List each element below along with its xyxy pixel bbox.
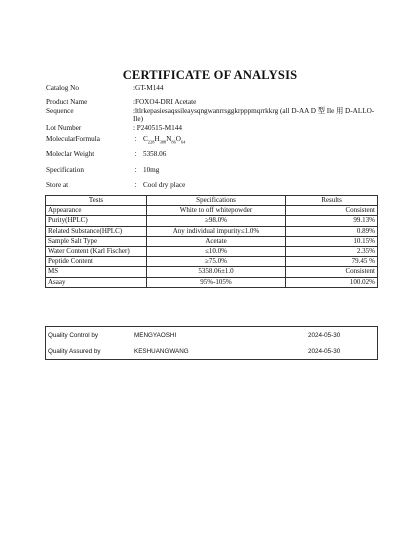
formula-o-count: 64: [180, 139, 186, 145]
molecular-formula-label: MolecularFormula: [46, 135, 100, 143]
formula-c: C: [143, 135, 148, 143]
test-cell: Appearance: [46, 206, 147, 216]
formula-prefix: ：: [134, 135, 142, 143]
store-at-label: Store at: [46, 181, 69, 189]
result-cell: 79.45 %: [286, 257, 378, 267]
result-cell: 10.15%: [286, 236, 378, 246]
table-header-row: [46, 196, 378, 206]
lot-number-label: Lot Number: [46, 124, 82, 132]
spec-cell: Any individual impurity≤1.0%: [147, 226, 286, 236]
signoff-row: [46, 327, 378, 344]
table-row: [46, 277, 378, 287]
table-row: [46, 236, 378, 246]
spec-cell: 5358.06±1.0: [147, 267, 286, 277]
signoff-row: [46, 343, 378, 360]
catalog-no-label: Catalog No: [46, 84, 79, 92]
test-cell: MS: [46, 267, 147, 277]
result-cell: 100.02%: [286, 277, 378, 287]
header-results: Results: [286, 196, 378, 206]
formula-o: O: [175, 135, 181, 143]
table-row: [46, 206, 378, 216]
spec-cell: White to off whitepowder: [147, 206, 286, 216]
table-row: [46, 216, 378, 226]
spec-cell: 95%-105%: [147, 277, 286, 287]
test-cell: Water Content (Karl Fischer): [46, 246, 147, 256]
document-title: CERTIFICATE OF ANALYSIS: [122, 68, 298, 82]
molecular-weight-value: ： 5358.06: [134, 150, 167, 158]
test-cell: Purity(HPLC): [46, 216, 147, 226]
signoff-table: [45, 326, 378, 360]
molecular-weight-label: Moleclar Weight: [46, 150, 95, 158]
spec-cell: Acetate: [147, 236, 286, 246]
result-cell: Consistent: [286, 206, 378, 216]
table-row: [46, 226, 378, 236]
formula-n: N: [166, 135, 172, 143]
spec-cell: ≤10.0%: [147, 246, 286, 256]
header-tests: Tests: [46, 196, 147, 206]
sequence-label: Sequence: [46, 107, 74, 115]
catalog-no-value: :GT-M144: [133, 84, 164, 92]
test-cell: Peptide Content: [46, 257, 147, 267]
table-row: [46, 257, 378, 267]
test-cell: Asaay: [46, 277, 147, 287]
signoff-label: Quality Control by: [48, 331, 99, 339]
header-specifications: Specifications: [147, 196, 286, 206]
test-cell: Sample Salt Type: [46, 236, 147, 246]
product-name-label: Product Name: [46, 98, 88, 106]
signoff-date: 2024-05-30: [308, 331, 341, 339]
formula-c-count: 228: [147, 139, 155, 145]
molecular-formula-value: [134, 135, 185, 146]
formula-n-count: 86: [171, 139, 176, 145]
signoff-name: KESHUANGWANG: [134, 347, 189, 355]
table-row: [46, 246, 378, 256]
result-cell: 0.89%: [286, 226, 378, 236]
specification-label: Specification: [46, 166, 84, 174]
lot-number-value: : P240515-M144: [133, 124, 182, 132]
signoff-name: MENGYAOSHI: [134, 331, 177, 339]
spec-cell: ≥75.0%: [147, 257, 286, 267]
spec-cell: ≥98.0%: [147, 216, 286, 226]
signoff-date: 2024-05-30: [308, 347, 341, 355]
signoff-label: Quality Assured by: [48, 347, 101, 355]
product-name-value: :FOXO4-DRI Acetate: [133, 98, 197, 106]
specification-value: ： 10mg: [134, 166, 160, 174]
result-cell: 2.35%: [286, 246, 378, 256]
result-cell: Consistent: [286, 267, 378, 277]
sequence-value: :ltlrkepasiesaqssileaysqngwanrrsggkrpppmqrrkkrg (all D-AA D 型 Ile 用 D-ALLO-Ile): [133, 107, 375, 123]
specifications-table: [45, 195, 378, 288]
result-cell: 99.13%: [286, 216, 378, 226]
formula-h: H: [154, 135, 160, 143]
table-row: [46, 267, 378, 277]
formula-h-count: 388: [159, 139, 167, 145]
test-cell: Related Substance(HPLC): [46, 226, 147, 236]
store-at-value: ： Cool dry place: [134, 181, 186, 189]
